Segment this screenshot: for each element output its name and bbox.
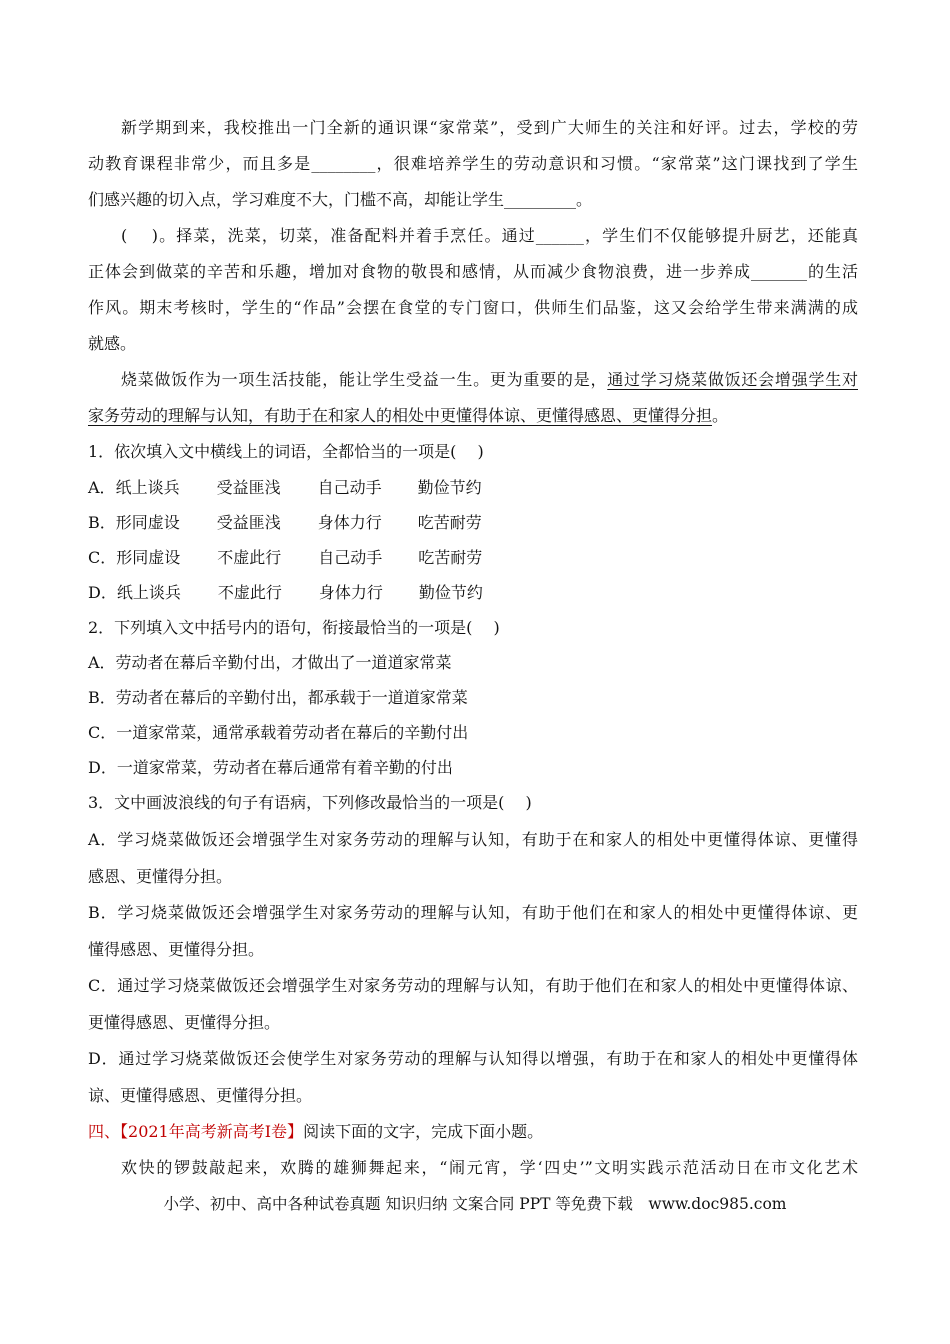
option-item: 纸上谈兵: [115, 478, 180, 497]
passage-p2-line4: 就感。: [88, 334, 137, 353]
passage-p3-underlined-start: 通过学习烧菜做饭还会增强学生对: [607, 370, 858, 389]
passage-p1-line1: 新学期到来，我校推出一门全新的通识课“家常菜”，受到广大师生的关注和好评。过去，学校的劳: [121, 118, 858, 137]
passage-p3-period: 。: [712, 406, 729, 425]
section4-number: 四、: [88, 1122, 121, 1141]
q3-option-c-line2: 更懂得感恩、更懂得分担。: [88, 1013, 281, 1032]
option-label: B．: [88, 513, 116, 532]
passage-p1-line3: 们感兴趣的切入点，学习难度不大，门槛不高，却能让学生_________。: [88, 190, 593, 209]
q3-option-d-line1: D．通过学习烧菜做饭还会使学生对家务劳动的理解与认知得以增强，有助于在和家人的相处中更懂得体: [88, 1049, 858, 1068]
option-item: 身体力行: [318, 583, 383, 602]
option-item: 纸上谈兵: [116, 583, 181, 602]
q2-option-c: C．一道家常菜，通常承载着劳动者在幕后的辛勤付出: [88, 723, 469, 742]
q3-option-b-line1: B．学习烧菜做饭还会增强学生对家务劳动的理解与认知，有助于他们在和家人的相处中更懂得体谅、更: [88, 903, 858, 922]
option-item: 勤俭节约: [418, 583, 483, 602]
option-item: 形同虚设: [116, 548, 181, 567]
q3-option-a-line1: A．学习烧菜做饭还会增强学生对家务劳动的理解与认知，有助于在和家人的相处中更懂得体谅、更懂得: [88, 830, 858, 849]
option-item: 吃苦耐劳: [417, 513, 482, 532]
q3-option-a-line2: 感恩、更懂得分担。: [88, 867, 233, 886]
q1-option-a: [88, 477, 482, 499]
option-item: 身体力行: [317, 513, 382, 532]
option-item: 自己动手: [317, 478, 382, 497]
q1-option-c: [88, 547, 482, 569]
q3-option-b-line2: 懂得感恩、更懂得分担。: [88, 940, 265, 959]
q2-option-a: A．劳动者在幕后辛勤付出，才做出了一道道家常菜: [88, 653, 452, 672]
option-label: A．: [88, 478, 116, 497]
section4-heading: [88, 1121, 543, 1143]
passage-p1-line2: 动教育课程非常少，而且多是________，很难培养学生的劳动意识和习惯。“家常菜”这门课找到了学生: [88, 154, 858, 173]
q2-option-d: D．一道家常菜，劳动者在幕后通常有着辛勤的付出: [88, 758, 453, 777]
q2-stem: 2．下列填入文中括号内的语句，衔接最恰当的一项是( ): [88, 618, 500, 637]
option-label: C．: [88, 548, 117, 567]
q3-option-d-line2: 谅、更懂得感恩、更懂得分担。: [88, 1086, 313, 1105]
section4-instruction: 阅读下面的文字，完成下面小题。: [303, 1122, 544, 1141]
option-item: 吃苦耐劳: [418, 548, 483, 567]
passage-p2-line2: 正体会到做菜的辛苦和乐趣，增加对食物的敬畏和感情，从而减少食物浪费，进一步养成_______的生活: [88, 262, 858, 281]
option-item: 自己动手: [318, 548, 383, 567]
option-item: 形同虚设: [115, 513, 180, 532]
passage-p3-line2: [88, 405, 728, 427]
passage-p2-line3: 作风。期末考核时，学生的“作品”会摆在食堂的专门窗口，供师生们品鉴，这又会给学生带来满满的成: [88, 298, 858, 317]
option-item: 受益匪浅: [216, 478, 281, 497]
q3-stem: 3．文中画波浪线的句子有语病，下列修改最恰当的一项是( ): [88, 793, 532, 812]
passage-p2-line1: ( )。择菜，洗菜，切菜，准备配料并着手烹任。通过______，学生们不仅能够提升厨艺，还能真: [121, 226, 858, 245]
option-item: 勤俭节约: [417, 478, 482, 497]
page-footer: 小学、初中、高中各种试卷真题 知识归纳 文案合同 PPT 等免费下载 www.doc985.com: [163, 1195, 787, 1213]
q3-option-c-line1: C．通过学习烧菜做饭还会增强学生对家务劳动的理解与认知，有助于他们在和家人的相处中更懂得体谅、: [88, 976, 858, 995]
option-item: 不虚此行: [217, 548, 282, 567]
passage-p3-plain: 烧菜做饭作为一项生活技能，能让学生受益一生。更为重要的是，: [121, 370, 608, 389]
option-item: 不虚此行: [217, 583, 282, 602]
option-item: 受益匪浅: [216, 513, 281, 532]
q2-option-b: B．劳动者在幕后的辛勤付出，都承载于一道道家常菜: [88, 688, 468, 707]
q1-option-d: [88, 582, 483, 604]
section4-first-line: 欢快的锣鼓敲起来，欢腾的雄狮舞起来，“闹元宵，学‘四史’”文明实践示范活动日在市文化艺术: [121, 1158, 858, 1177]
q1-stem: 1．依次填入文中横线上的词语，全都恰当的一项是( ): [88, 442, 484, 461]
section4-source: 【2021年高考新高考Ⅰ卷】: [120, 1122, 304, 1141]
passage-p3-underlined-end: 家务劳动的理解与认知，有助于在和家人的相处中更懂得体谅、更懂得感恩、更懂得分担: [88, 406, 713, 425]
passage-p3-line1: [121, 369, 858, 391]
q1-option-b: [88, 512, 482, 534]
option-label: D．: [88, 583, 117, 602]
